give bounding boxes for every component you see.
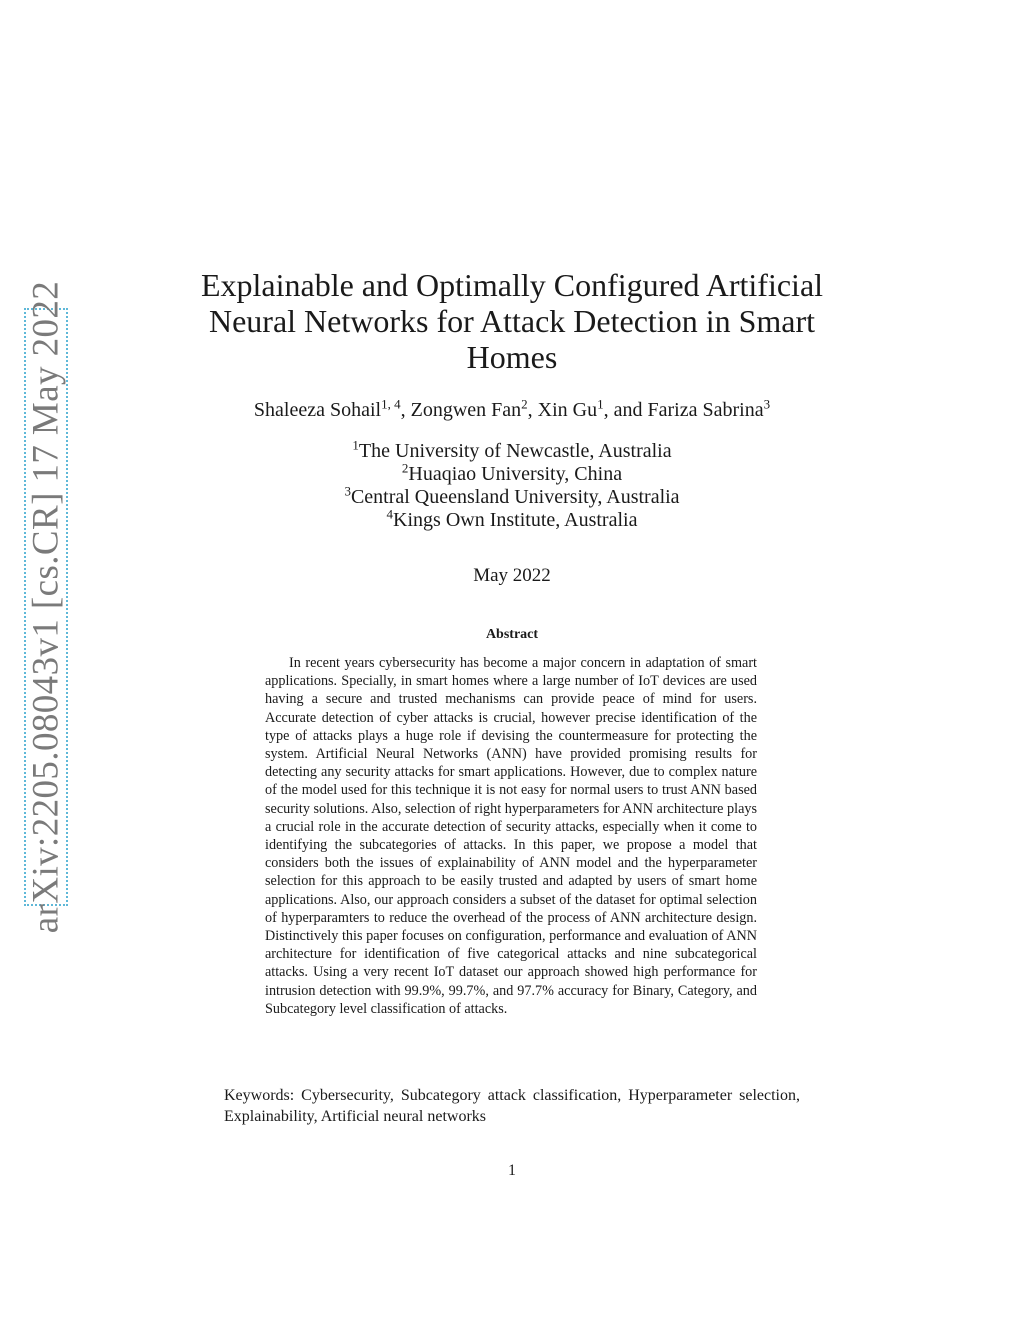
abstract-heading: Abstract bbox=[485, 627, 539, 642]
affiliation-text: The University of Newcastle, Australia bbox=[358, 440, 672, 462]
author-1 bbox=[253, 396, 411, 421]
publication-date: May 2022 bbox=[473, 565, 551, 586]
author-2 bbox=[410, 396, 538, 421]
author-separator: , bbox=[527, 399, 538, 421]
affiliation-3 bbox=[0, 483, 1024, 509]
affiliation-text: Central Queensland University, Australia bbox=[350, 486, 680, 508]
author-affiliation-mark: 3 bbox=[763, 396, 771, 412]
author-name: Zongwen Fan bbox=[410, 399, 522, 421]
affiliation-2 bbox=[0, 460, 1024, 486]
page-number: 1 bbox=[508, 1162, 516, 1179]
keywords: Keywords: Cybersecurity, Subcategory attack classification, Hyperparameter selection, Explainability, Artificial neural networks bbox=[224, 1087, 800, 1125]
affiliation-text: Huaqiao University, China bbox=[408, 463, 623, 485]
title-line-3: Homes bbox=[466, 339, 558, 375]
author-separator: , bbox=[400, 399, 411, 421]
affiliation-mark: 2 bbox=[401, 460, 409, 476]
abstract-text: In recent years cybersecurity has become a major concern in adaptation of smart applications. Specially, in smart homes where a large number of IoT devices are used having a secure and trusted mechanisms can provide peace of mind for users. Accurate detection of cyber attacks is crucial, however precise identification of the type of attacks plays a huge role if devising the countermeasure for protecting the system. Artificial Neural Networks (ANN) have provided promising results for detecting any security attacks for smart applications. However, due to complex nature of the model used for this technique it is not easy for normal users to trust ANN based security solutions. Also, selection of right hyperparameters for ANN architecture plays a crucial role in the accurate detection of security attacks, especially when it come to identifying the subcategories of attacks. In this paper, we propose a model that considers both the issues of explainability of ANN model and the hyperparameter selection for this approach to be easily trusted and adapted by users of smart home applications. Also, our approach considers a subset of the dataset for optimal selection of hyperparamters to reduce the overhead of the process of ANN architecture design. Distinctively this paper focuses on configuration, performance and evaluation of ANN architecture for identification of five categorical attacks and nine subcategorical attacks. Using a very recent IoT dataset our approach showed high performance for intrusion detection with 99.9%, 99.7%, and 97.7% accuracy for Binary, Category, and Subcategory level classification of attacks. bbox=[265, 655, 757, 1017]
title-line-1: Explainable and Optimally Configured Artificial bbox=[200, 267, 824, 303]
author-name: Xin Gu bbox=[537, 399, 598, 421]
author-4 bbox=[647, 396, 771, 421]
arxiv-identifier: arXiv:2205.08043v1 [cs.CR] 17 May 2022 bbox=[25, 280, 67, 934]
affiliation-mark: 1 bbox=[352, 437, 359, 453]
affiliation-4 bbox=[0, 506, 1024, 532]
affiliation-1 bbox=[0, 437, 1024, 463]
author-name: Shaleeza Sohail bbox=[253, 399, 382, 421]
author-name: Fariza Sabrina bbox=[647, 399, 764, 421]
author-affiliation-mark: 2 bbox=[521, 396, 528, 412]
affiliation-text: Kings Own Institute, Australia bbox=[393, 509, 638, 531]
author-3 bbox=[537, 396, 648, 421]
author-separator: , and bbox=[603, 399, 648, 421]
affiliation-list bbox=[0, 437, 1024, 532]
author-affiliation-mark: 1, 4 bbox=[381, 396, 401, 412]
author-affiliation-mark: 1 bbox=[597, 396, 604, 412]
affiliation-mark: 3 bbox=[344, 483, 351, 499]
author-list bbox=[0, 396, 1024, 422]
title-line-2: Neural Networks for Attack Detection in Smart bbox=[208, 303, 816, 339]
paper-title bbox=[190, 267, 834, 375]
affiliation-mark: 4 bbox=[386, 506, 394, 522]
